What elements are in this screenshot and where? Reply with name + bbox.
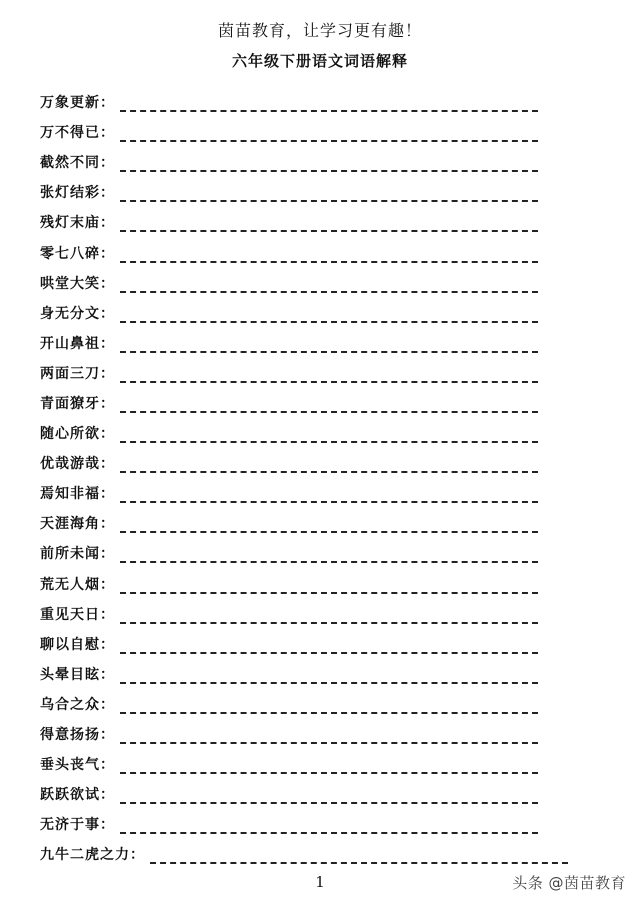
colon: ： — [100, 516, 114, 533]
colon: ： — [100, 456, 114, 473]
vocab-entry — [40, 388, 600, 418]
colon: ： — [100, 727, 114, 744]
colon: ： — [100, 335, 114, 352]
vocab-term: 残灯末庙 — [40, 215, 100, 232]
colon: ： — [100, 125, 114, 142]
vocab-entry — [40, 478, 600, 508]
vocab-entry — [40, 207, 600, 237]
vocab-entry — [40, 779, 600, 809]
vocab-term: 重见天日 — [40, 606, 100, 623]
colon: ： — [100, 546, 114, 563]
vocab-entry — [40, 358, 600, 388]
colon: ： — [100, 305, 114, 322]
answer-blank[interactable] — [120, 816, 538, 834]
answer-blank[interactable] — [120, 335, 538, 353]
colon: ： — [100, 245, 114, 262]
vocab-entry — [40, 508, 600, 538]
answer-blank[interactable] — [120, 606, 538, 624]
vocab-term: 焉知非福 — [40, 486, 100, 503]
answer-blank[interactable] — [120, 395, 538, 413]
colon: ： — [100, 787, 114, 804]
vocab-entry — [40, 749, 600, 779]
vocab-entry — [40, 809, 600, 839]
vocab-term: 零七八碎 — [40, 245, 100, 262]
answer-blank[interactable] — [120, 245, 538, 263]
page-title: 六年级下册语文词语解释 — [231, 52, 408, 70]
vocabulary-list — [40, 87, 600, 869]
answer-blank[interactable] — [150, 846, 568, 864]
vocab-term: 无济于事 — [40, 817, 100, 834]
colon: ： — [130, 847, 144, 864]
vocab-entry — [40, 268, 600, 298]
colon: ： — [100, 666, 114, 683]
vocab-term: 哄堂大笑 — [40, 275, 100, 292]
answer-blank[interactable] — [120, 515, 538, 533]
vocab-term: 聊以自慰 — [40, 636, 100, 653]
vocab-term: 两面三刀 — [40, 365, 100, 382]
answer-blank[interactable] — [120, 305, 538, 323]
vocab-term: 优哉游哉 — [40, 456, 100, 473]
colon: ： — [100, 155, 114, 172]
vocab-term: 青面獠牙 — [40, 395, 100, 412]
colon: ： — [100, 395, 114, 412]
vocab-entry — [40, 87, 600, 117]
vocab-entry — [40, 237, 600, 267]
vocab-term: 万象更新 — [40, 95, 100, 112]
vocab-term: 九牛二虎之力 — [40, 847, 130, 864]
vocab-entry — [40, 599, 600, 629]
vocab-term: 跃跃欲试 — [40, 787, 100, 804]
vocab-term: 开山鼻祖 — [40, 335, 100, 352]
colon: ： — [100, 576, 114, 593]
vocab-term: 乌合之众 — [40, 696, 100, 713]
answer-blank[interactable] — [120, 425, 538, 443]
colon: ： — [100, 215, 114, 232]
answer-blank[interactable] — [120, 124, 538, 142]
vocab-term: 天涯海角 — [40, 516, 100, 533]
answer-blank[interactable] — [120, 666, 538, 684]
vocab-term: 垂头丧气 — [40, 757, 100, 774]
vocab-entry — [40, 689, 600, 719]
answer-blank[interactable] — [120, 696, 538, 714]
answer-blank[interactable] — [120, 365, 538, 383]
answer-blank[interactable] — [120, 545, 538, 563]
answer-blank[interactable] — [120, 455, 538, 473]
vocab-term: 身无分文 — [40, 305, 100, 322]
vocab-entry — [40, 298, 600, 328]
answer-blank[interactable] — [120, 726, 538, 744]
vocab-entry — [40, 659, 600, 689]
colon: ： — [100, 636, 114, 653]
answer-blank[interactable] — [120, 485, 538, 503]
vocab-entry — [40, 177, 600, 207]
colon: ： — [100, 275, 114, 292]
vocab-term: 前所未闻 — [40, 546, 100, 563]
vocab-term: 万不得已 — [40, 125, 100, 142]
answer-blank[interactable] — [120, 214, 538, 232]
vocab-term: 荒无人烟 — [40, 576, 100, 593]
answer-blank[interactable] — [120, 94, 538, 112]
answer-blank[interactable] — [120, 636, 538, 654]
colon: ： — [100, 365, 114, 382]
colon: ： — [100, 95, 114, 112]
vocab-term: 头晕目眩 — [40, 666, 100, 683]
colon: ： — [100, 696, 114, 713]
answer-blank[interactable] — [120, 184, 538, 202]
answer-blank[interactable] — [120, 275, 538, 293]
vocab-entry — [40, 839, 600, 869]
watermark: 头条 @茵苗教育 — [512, 874, 626, 892]
vocab-entry — [40, 538, 600, 568]
page-number: 1 — [315, 873, 325, 891]
vocab-entry — [40, 448, 600, 478]
vocab-term: 截然不同 — [40, 155, 100, 172]
answer-blank[interactable] — [120, 756, 538, 774]
vocab-entry — [40, 418, 600, 448]
vocab-entry — [40, 147, 600, 177]
vocab-entry — [40, 719, 600, 749]
colon: ： — [100, 757, 114, 774]
vocab-entry — [40, 629, 600, 659]
vocab-entry — [40, 117, 600, 147]
vocab-term: 随心所欲 — [40, 426, 100, 443]
colon: ： — [100, 606, 114, 623]
colon: ： — [100, 185, 114, 202]
vocab-entry — [40, 328, 600, 358]
vocab-term: 得意扬扬 — [40, 727, 100, 744]
vocab-entry — [40, 569, 600, 599]
page-header-slogan: 茵苗教育，让学习更有趣！ — [217, 21, 422, 40]
colon: ： — [100, 486, 114, 503]
colon: ： — [100, 817, 114, 834]
vocab-term: 张灯结彩 — [40, 185, 100, 202]
answer-blank[interactable] — [120, 786, 538, 804]
colon: ： — [100, 426, 114, 443]
answer-blank[interactable] — [120, 576, 538, 594]
answer-blank[interactable] — [120, 154, 538, 172]
